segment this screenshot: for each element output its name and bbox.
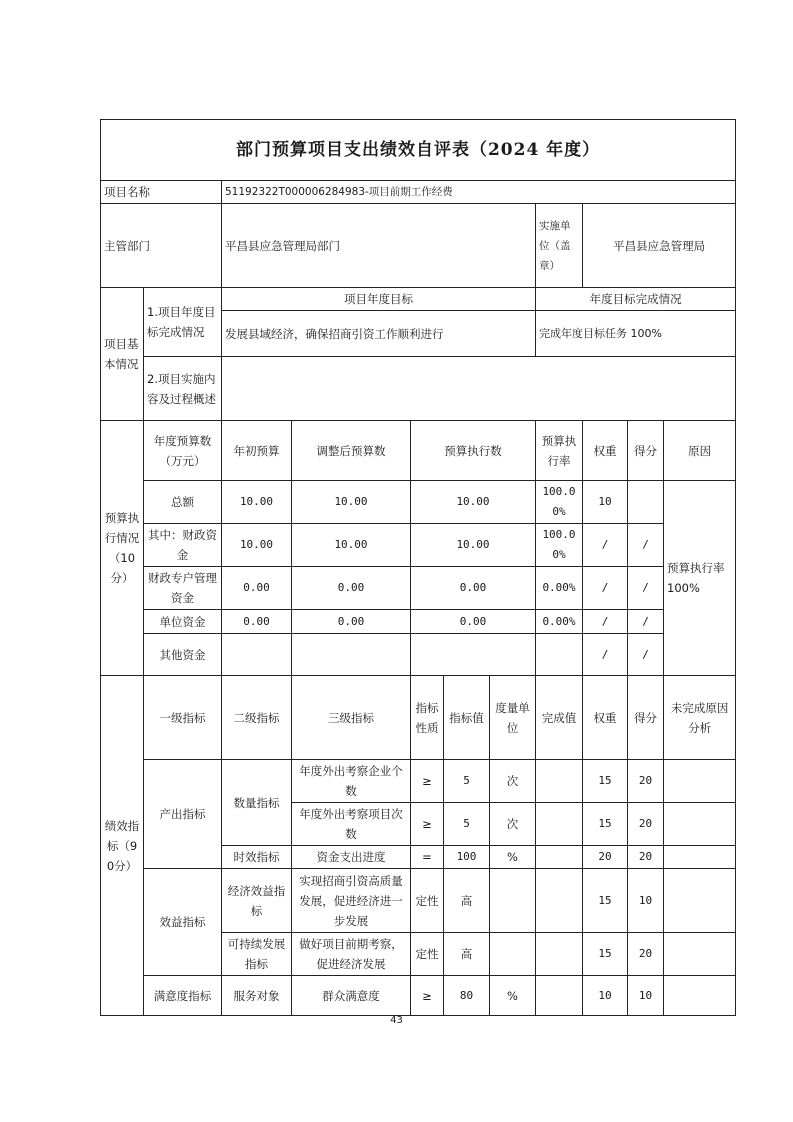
budget-header: 权重 bbox=[583, 421, 628, 481]
budget-header: 得分 bbox=[628, 421, 664, 481]
budget-adjusted: 10.00 bbox=[292, 481, 411, 524]
budget-row bbox=[101, 481, 736, 524]
budget-row bbox=[101, 524, 736, 567]
budget-row bbox=[101, 634, 736, 676]
perf-nature: 定性 bbox=[411, 933, 444, 976]
perf-l1: 满意度指标 bbox=[144, 976, 222, 1016]
budget-row-name: 单位资金 bbox=[144, 610, 222, 634]
impl-unit-value: 平昌县应急管理局 bbox=[583, 204, 736, 288]
perf-l3: 年度外出考察项目次数 bbox=[292, 803, 411, 846]
perf-reason bbox=[664, 846, 736, 869]
perf-unit: 次 bbox=[490, 803, 536, 846]
project-name-value: 51192322T000006284983-项目前期工作经费 bbox=[222, 181, 736, 204]
perf-nature: 定性 bbox=[411, 869, 444, 933]
perf-done bbox=[536, 933, 583, 976]
budget-rate bbox=[536, 634, 583, 676]
perf-section-label: 绩效指标（90分） bbox=[101, 676, 144, 1016]
budget-score bbox=[628, 481, 664, 524]
dept-label: 主管部门 bbox=[101, 204, 222, 288]
perf-done bbox=[536, 846, 583, 869]
budget-weight: / bbox=[583, 524, 628, 567]
perf-header: 得分 bbox=[628, 676, 664, 760]
perf-weight: 15 bbox=[583, 803, 628, 846]
perf-reason bbox=[664, 803, 736, 846]
budget-initial bbox=[222, 634, 292, 676]
budget-weight: / bbox=[583, 634, 628, 676]
budget-initial: 0.00 bbox=[222, 567, 292, 610]
budget-initial: 0.00 bbox=[222, 610, 292, 634]
budget-initial: 10.00 bbox=[222, 524, 292, 567]
perf-done bbox=[536, 760, 583, 803]
perf-nature: ≥ bbox=[411, 803, 444, 846]
perf-done bbox=[536, 976, 583, 1016]
perf-l1: 效益指标 bbox=[144, 869, 222, 976]
perf-score: 10 bbox=[628, 869, 664, 933]
goal-row-label: 1.项目年度目标完成情况 bbox=[144, 288, 222, 357]
budget-header: 预算执行率 bbox=[536, 421, 583, 481]
budget-score: / bbox=[628, 610, 664, 634]
budget-row bbox=[101, 567, 736, 610]
budget-header: 原因 bbox=[664, 421, 736, 481]
evaluation-form bbox=[100, 119, 735, 1016]
budget-weight: 10 bbox=[583, 481, 628, 524]
budget-rate: 100.00% bbox=[536, 481, 583, 524]
page-number: 43 bbox=[390, 1015, 403, 1026]
perf-l1: 产出指标 bbox=[144, 760, 222, 869]
perf-header: 度量单位 bbox=[490, 676, 536, 760]
perf-reason bbox=[664, 976, 736, 1016]
perf-l2: 可持续发展指标 bbox=[222, 933, 292, 976]
perf-value: 5 bbox=[444, 803, 490, 846]
completion-text: 完成年度目标任务 100% bbox=[536, 311, 736, 357]
perf-weight: 15 bbox=[583, 760, 628, 803]
perf-header: 未完成原因分析 bbox=[664, 676, 736, 760]
perf-done bbox=[536, 869, 583, 933]
budget-rate: 0.00% bbox=[536, 567, 583, 610]
budget-rate: 0.00% bbox=[536, 610, 583, 634]
budget-header: 预算执行数 bbox=[411, 421, 536, 481]
form-table bbox=[100, 119, 736, 1016]
perf-weight: 10 bbox=[583, 976, 628, 1016]
perf-l3: 资金支出进度 bbox=[292, 846, 411, 869]
perf-done bbox=[536, 803, 583, 846]
goal-text: 发展县域经济，确保招商引资工作顺利进行 bbox=[222, 311, 536, 357]
perf-header: 指标值 bbox=[444, 676, 490, 760]
perf-weight: 15 bbox=[583, 933, 628, 976]
basic-section-label: 项目基本情况 bbox=[101, 288, 144, 421]
budget-weight: / bbox=[583, 567, 628, 610]
budget-weight: / bbox=[583, 610, 628, 634]
perf-l3: 实现招商引资高质量发展，促进经济进一步发展 bbox=[292, 869, 411, 933]
budget-adjusted: 10.00 bbox=[292, 524, 411, 567]
budget-executed: 10.00 bbox=[411, 524, 536, 567]
perf-unit: % bbox=[490, 976, 536, 1016]
perf-l2: 数量指标 bbox=[222, 760, 292, 846]
perf-nature: = bbox=[411, 846, 444, 869]
perf-unit: 次 bbox=[490, 760, 536, 803]
budget-adjusted: 0.00 bbox=[292, 610, 411, 634]
perf-nature: ≥ bbox=[411, 976, 444, 1016]
perf-l3: 做好项目前期考察，促进经济发展 bbox=[292, 933, 411, 976]
budget-row bbox=[101, 610, 736, 634]
perf-weight: 15 bbox=[583, 869, 628, 933]
perf-header: 权重 bbox=[583, 676, 628, 760]
budget-executed: 0.00 bbox=[411, 610, 536, 634]
perf-header: 指标性质 bbox=[411, 676, 444, 760]
budget-header: 年初预算 bbox=[222, 421, 292, 481]
perf-value: 5 bbox=[444, 760, 490, 803]
perf-row bbox=[101, 869, 736, 933]
perf-l2: 时效指标 bbox=[222, 846, 292, 869]
dept-value: 平昌县应急管理局部门 bbox=[222, 204, 536, 288]
perf-reason bbox=[664, 933, 736, 976]
perf-weight: 20 bbox=[583, 846, 628, 869]
perf-unit bbox=[490, 933, 536, 976]
process-label: 2.项目实施内容及过程概述 bbox=[144, 357, 222, 421]
completion-header: 年度目标完成情况 bbox=[536, 288, 736, 311]
form-title: 部门预算项目支出绩效自评表（2024 年度） bbox=[101, 120, 736, 181]
budget-row-name: 总额 bbox=[144, 481, 222, 524]
budget-section-label: 预算执行情况（10分） bbox=[101, 421, 144, 676]
perf-score: 20 bbox=[628, 933, 664, 976]
perf-l2: 经济效益指标 bbox=[222, 869, 292, 933]
impl-unit-label: 实施单位（盖章） bbox=[536, 204, 583, 288]
budget-executed bbox=[411, 634, 536, 676]
perf-score: 20 bbox=[628, 803, 664, 846]
perf-reason bbox=[664, 760, 736, 803]
budget-adjusted bbox=[292, 634, 411, 676]
budget-row-name: 其他资金 bbox=[144, 634, 222, 676]
perf-header: 一级指标 bbox=[144, 676, 222, 760]
project-name-label: 项目名称 bbox=[101, 181, 222, 204]
perf-score: 10 bbox=[628, 976, 664, 1016]
budget-header: 年度预算数（万元） bbox=[144, 421, 222, 481]
perf-unit bbox=[490, 869, 536, 933]
perf-unit: % bbox=[490, 846, 536, 869]
budget-rate: 100.00% bbox=[536, 524, 583, 567]
budget-row-name: 其中：财政资金 bbox=[144, 524, 222, 567]
budget-header: 调整后预算数 bbox=[292, 421, 411, 481]
perf-nature: ≥ bbox=[411, 760, 444, 803]
perf-value: 80 bbox=[444, 976, 490, 1016]
budget-executed: 10.00 bbox=[411, 481, 536, 524]
budget-reason: 预算执行率 100% bbox=[664, 481, 736, 676]
goal-header: 项目年度目标 bbox=[222, 288, 536, 311]
perf-reason bbox=[664, 869, 736, 933]
budget-initial: 10.00 bbox=[222, 481, 292, 524]
budget-score: / bbox=[628, 524, 664, 567]
perf-score: 20 bbox=[628, 760, 664, 803]
perf-header: 三级指标 bbox=[292, 676, 411, 760]
perf-score: 20 bbox=[628, 846, 664, 869]
budget-score: / bbox=[628, 567, 664, 610]
process-text bbox=[222, 357, 736, 421]
perf-value: 100 bbox=[444, 846, 490, 869]
perf-header: 完成值 bbox=[536, 676, 583, 760]
perf-row bbox=[101, 760, 736, 803]
perf-row bbox=[101, 976, 736, 1016]
budget-adjusted: 0.00 bbox=[292, 567, 411, 610]
budget-executed: 0.00 bbox=[411, 567, 536, 610]
budget-row-name: 财政专户管理资金 bbox=[144, 567, 222, 610]
perf-l2: 服务对象 bbox=[222, 976, 292, 1016]
perf-l3: 群众满意度 bbox=[292, 976, 411, 1016]
perf-l3: 年度外出考察企业个数 bbox=[292, 760, 411, 803]
perf-header: 二级指标 bbox=[222, 676, 292, 760]
perf-value: 高 bbox=[444, 933, 490, 976]
perf-value: 高 bbox=[444, 869, 490, 933]
budget-score: / bbox=[628, 634, 664, 676]
